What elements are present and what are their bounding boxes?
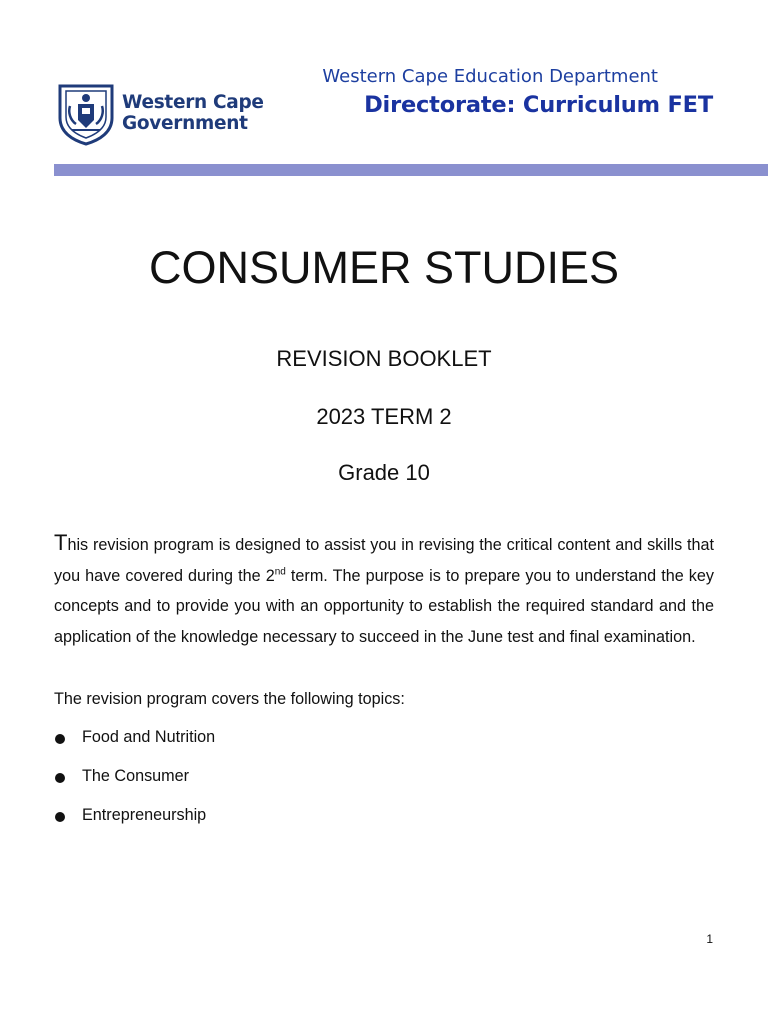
intro-superscript: nd [274,566,286,578]
list-item [54,767,215,806]
page-number: 1 [706,932,713,946]
topics-intro: The revision program covers the following topics: [54,690,405,708]
document-title: CONSUMER STUDIES [148,242,620,293]
list-item [54,806,215,845]
western-cape-government-logo [56,82,266,146]
bullet-icon [55,812,65,822]
department-name: Western Cape Education Department [322,66,658,87]
topic-label: The Consumer [82,767,190,785]
term-label: 2023 TERM 2 [316,404,452,429]
intro-text-part2: term. The purpose is to prepare you to understand the key concepts and to provide you with an opportunity to establish the required standard and the application of the knowledge necessary to succeed in the June test and final examination. [54,566,714,646]
grade-label: Grade 10 [338,460,430,485]
topics-list [54,728,215,845]
header-divider [54,164,768,176]
logo-wordmark [122,92,264,134]
document-subtitle: REVISION BOOKLET [276,346,492,371]
list-item [54,728,215,767]
logo-line-2: Government [122,113,248,134]
bullet-icon [55,773,65,783]
logo-line-1: Western Cape [122,92,264,113]
directorate-title: Directorate: Curriculum FET [364,92,713,118]
intro-text-part1: his revision program is designed to assist you in revising the critical content and skills that you have covered during the 2 [54,536,714,585]
coat-of-arms-icon [56,82,116,146]
topic-label: Food and Nutrition [82,728,216,746]
bullet-icon [55,734,65,744]
intro-dropcap: T [54,530,68,555]
topic-label: Entrepreneurship [82,806,207,824]
intro-paragraph [54,528,714,652]
